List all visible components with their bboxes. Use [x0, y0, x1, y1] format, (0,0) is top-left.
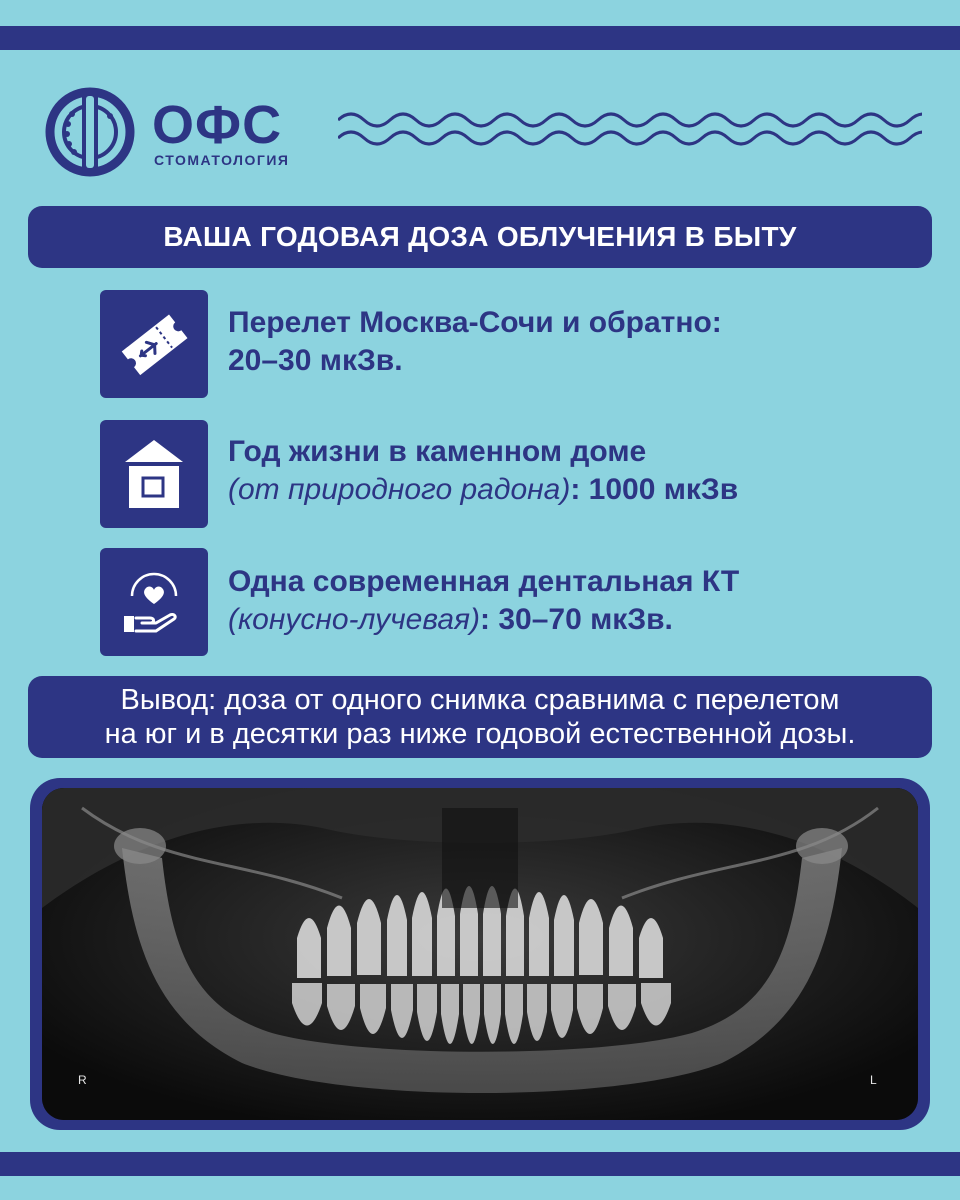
item-ct-value: : 30–70 мкЗв. — [480, 603, 673, 636]
conclusion-box — [28, 676, 932, 758]
logo-emblem-icon — [44, 86, 140, 178]
item-flight-value: 20–30 мкЗв. — [228, 344, 403, 377]
wave-decoration — [338, 106, 922, 150]
xray-label-right: R — [78, 1073, 87, 1087]
item-flight — [228, 304, 928, 380]
bottom-stripe — [0, 1152, 960, 1176]
item-ct-note: (конусно-лучевая) — [228, 603, 481, 636]
item-house-title: Год жизни в каменном доме — [228, 435, 647, 468]
item-house — [228, 433, 928, 509]
panoramic-xray-image — [42, 788, 918, 1120]
brand-name: ОФС — [152, 95, 283, 155]
brand-logo — [44, 86, 304, 178]
xray-label-left: L — [870, 1073, 877, 1087]
heart-hand-icon — [100, 548, 208, 656]
item-ct-title: Одна современная дентальная КТ — [228, 565, 740, 598]
house-icon — [100, 420, 208, 528]
plane-ticket-icon — [100, 290, 208, 398]
item-house-note: (от природного радона) — [228, 473, 571, 506]
conclusion-line-2: на юг и в десятки раз ниже годовой естественной дозы. — [104, 718, 856, 750]
banner-title-text: ВАША ГОДОВАЯ ДОЗА ОБЛУЧЕНИЯ В БЫТУ — [163, 221, 797, 252]
item-house-value: : 1000 мкЗв — [570, 473, 739, 506]
banner-title — [28, 206, 932, 268]
item-ct — [228, 563, 928, 639]
conclusion-line-1: Вывод: доза от одного снимка сравнима с перелетом — [120, 684, 840, 716]
item-flight-title: Перелет Москва-Сочи и обратно: — [228, 306, 722, 339]
brand-subtitle: СТОМАТОЛОГИЯ — [154, 152, 290, 168]
top-stripe — [0, 26, 960, 50]
